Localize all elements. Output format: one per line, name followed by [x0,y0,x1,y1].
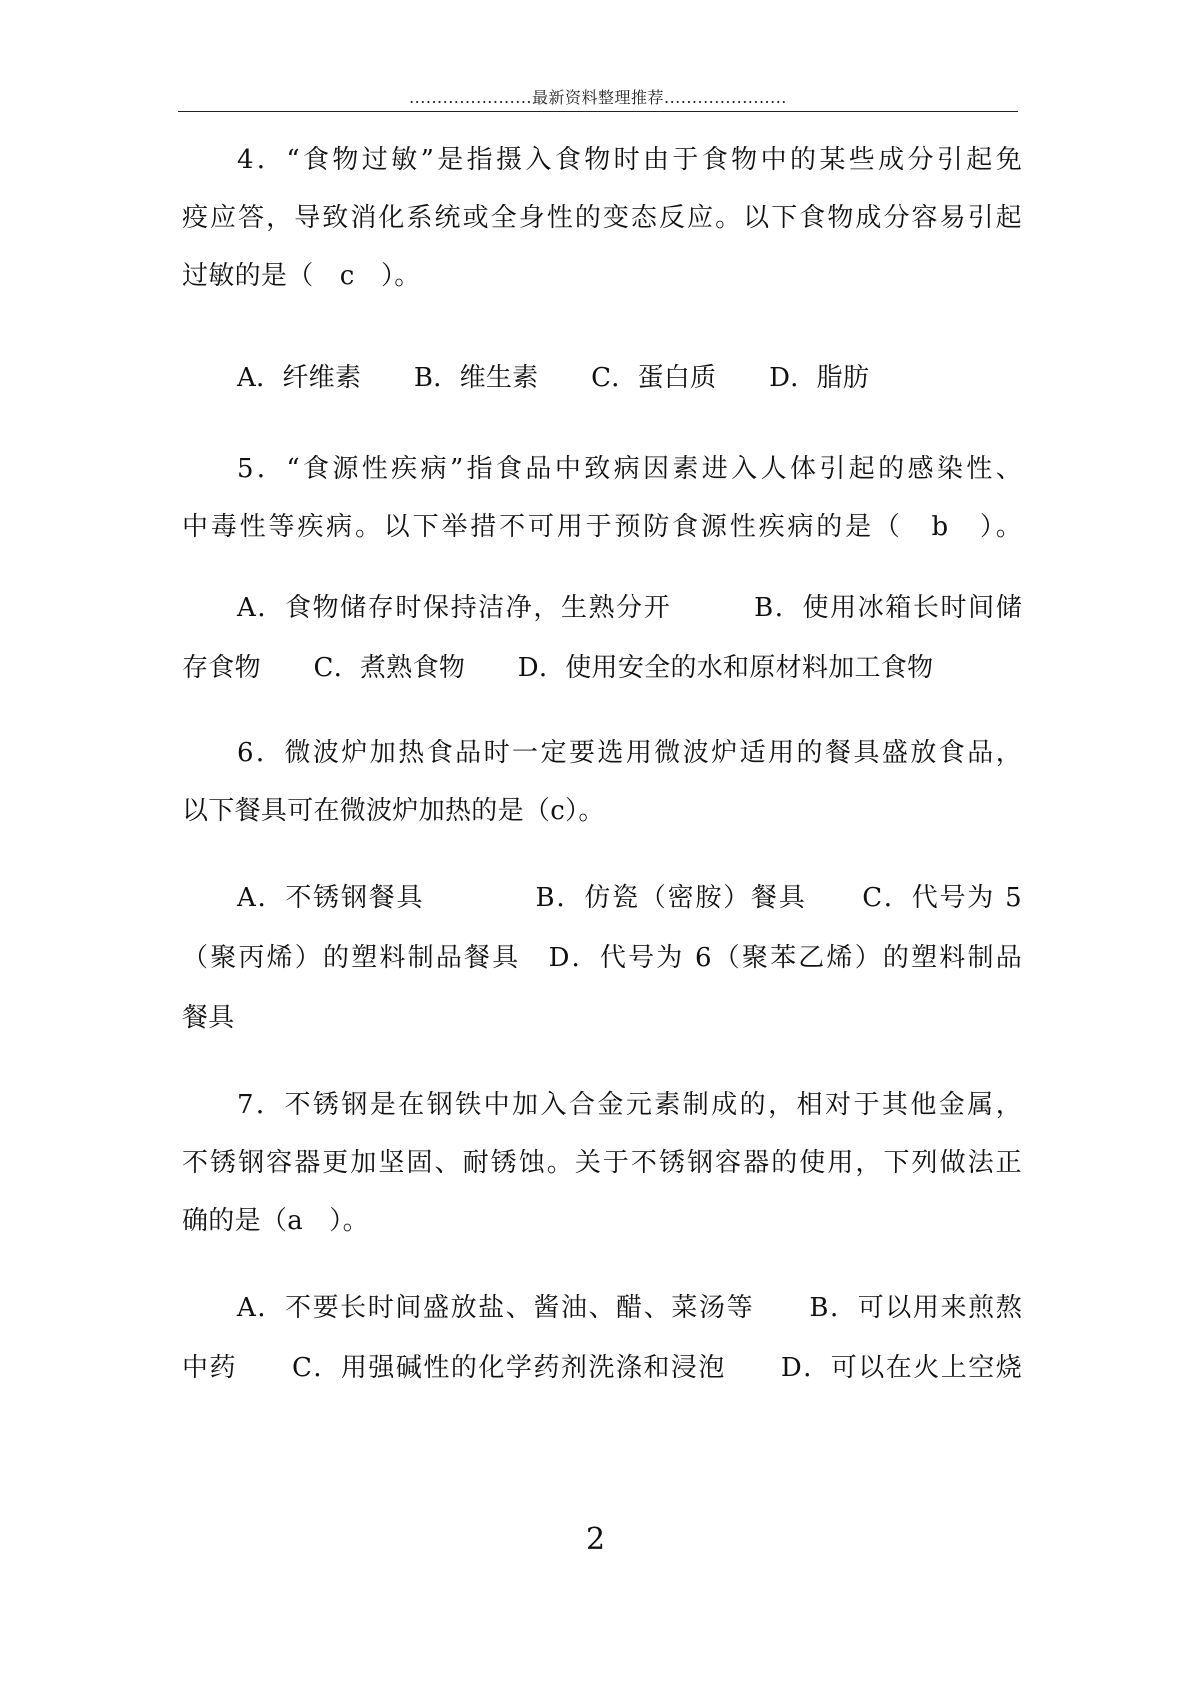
question-6-options-line-2: （聚丙烯）的塑料制品餐具 D．代号为 6（聚苯乙烯）的塑料制品 [182,943,1022,973]
question-7-options-line-1: A．不要长时间盛放盐、酱油、醋、菜汤等 B．可以用来煎熬 [237,1293,1022,1323]
question-5-options-line-2: 存食物 C．煮熟食物 D．使用安全的水和原材料加工食物 [182,653,934,683]
question-4-line-3: 过敏的是（ c ）。 [182,261,421,291]
question-5-options-line-1: A．食物储存时保持洁净，生熟分开 B．使用冰箱长时间储 [237,593,1022,623]
question-5-line-2: 中毒性等疾病。以下举措不可用于预防食源性疾病的是（ b ）。 [182,512,1022,542]
question-5-line-1: 5．“食源性疾病”指食品中致病因素进入人体引起的感染性、 [237,454,1022,484]
question-7-line-1: 7．不锈钢是在钢铁中加入合金元素制成的，相对于其他金属， [237,1090,1022,1120]
question-7-options-line-2: 中药 C．用强碱性的化学药剂洗涤和浸泡 D．可以在火上空烧 [182,1353,1022,1383]
question-6-line-1: 6．微波炉加热食品时一定要选用微波炉适用的餐具盛放食品， [237,738,1022,768]
question-4-options: A．纤维素 B．维生素 C．蛋白质 D．脂肪 [237,363,870,393]
question-7-line-3: 确的是（a ）。 [182,1206,369,1236]
running-header: ......................最新资料整理推荐...................... [409,88,787,107]
question-7-line-2: 不锈钢容器更加坚固、耐锈蚀。关于不锈钢容器的使用，下列做法正 [182,1148,1022,1178]
question-4-line-2: 疫应答，导致消化系统或全身性的变态反应。以下食物成分容易引起 [182,203,1022,233]
question-6-options-line-3: 餐具 [182,1003,235,1033]
question-4-line-1: 4．“食物过敏”是指摄入食物时由于食物中的某些成分引起免 [237,145,1022,175]
question-6-options-line-1: A．不锈钢餐具 B．仿瓷（密胺）餐具 C．代号为 5 [237,883,1022,913]
page-number: 2 [585,1522,606,1557]
header-divider [178,111,1018,112]
question-6-line-2: 以下餐具可在微波炉加热的是（c）。 [182,796,605,826]
